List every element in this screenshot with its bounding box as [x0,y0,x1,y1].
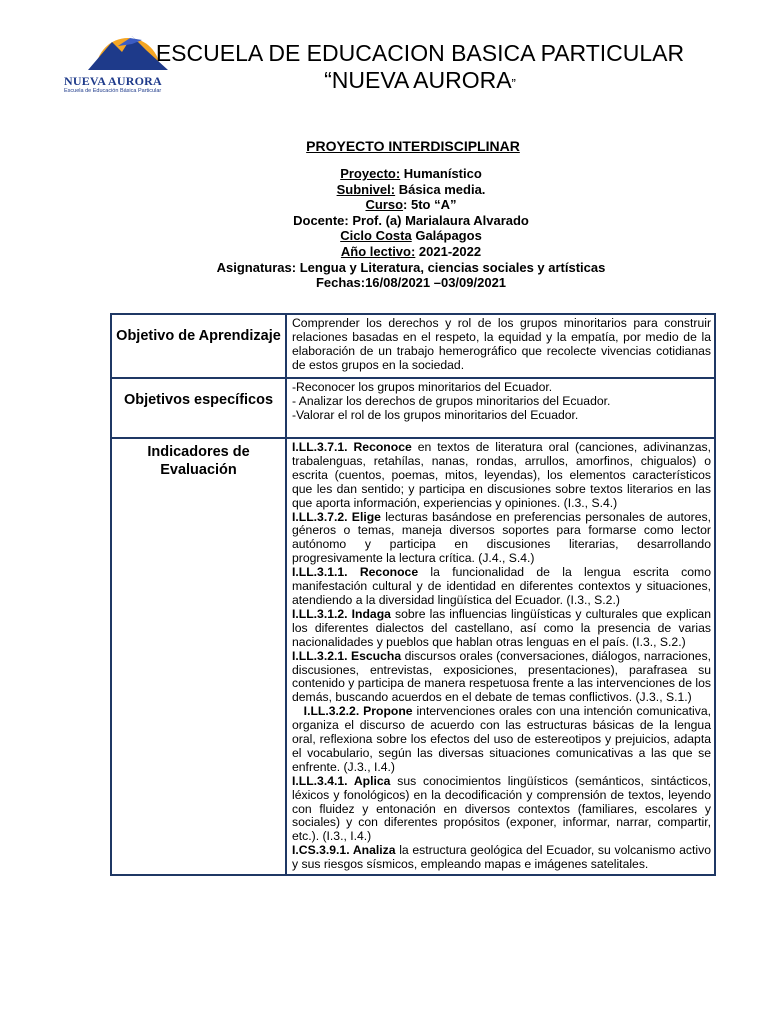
objetivo-especifico-item: -Reconocer los grupos minoritarios del Ecuador. [292,380,553,394]
school-title-line2: “NUEVA AURORA” [324,67,516,93]
row-label-objetivos-especificos: Objetivos específicos [111,378,286,438]
school-title-line1: ESCUELA DE EDUCACION BASICA PARTICULAR [155,40,685,66]
school-title [120,40,720,97]
indicator-item: I.LL.3.2.2. Propone intervenciones orales con una intención comunicativa, organiza el discurso de acuerdo con las estructuras básicas de la lengua oral, reflexiona sobre los efectos del uso de estereotipos y prejuicios, adapta el vocabulario, según las diversas situaciones comunicativas a las que se enfrente. (J.3., I.4.) [292,704,711,774]
meta-ciclo: Ciclo Costa Galápagos [340,228,482,244]
indicator-item: I.LL.3.1.2. Indaga sobre las influencias lingüísticas y culturales que explican los diferentes dialectos del castellano, así como la presencia de varias nacionalidades y pueblos que hablan otras lenguas en el país. (I.3., S.2.) [292,606,711,649]
meta-docente: Docente: Prof. (a) Marialaura Alvarado [293,212,529,228]
indicator-item: I.LL.3.4.1. Aplica sus conocimientos lingüísticos (semánticos, sintácticos, léxicos y fonológicos) en la decodificación y comprensión de textos, leyendo con fluidez y entonación en diversos contextos (familiares, escolares y sociales) y con diferentes propósitos (exponer, informar, narrar, compartir, etc.). (I.3., I.4.) [292,773,711,844]
meta-fechas: Fechas:16/08/2021 –03/09/2021 [315,275,507,291]
indicator-item: I.LL.3.1.1. Reconoce la funcionalidad de la lengua escrita como manifestación cultural y de identidad en diferentes contextos y situaciones, atendiendo a la diversidad lingüística del Ecuador. (I.3., S.2.) [292,565,711,607]
table-row-indicadores [111,438,715,875]
objetivos-especificos-cell [286,378,715,438]
indicator-item: I.LL.3.7.1. Reconoce en textos de literatura oral (canciones, adivinanzas, trabalenguas, retahílas, nanas, rondas, arrullos, amorfinos, chigualos) o escrita (cuentos, poemas, mitos, leyendas), los elementos característicos que les dan sentido; y participa en discusiones sobre textos literarios en las que aporta información, experiencias y opiniones. (I.3., S.4.) [292,440,711,510]
planning-table [110,313,716,876]
meta-asignaturas: Asignaturas: Lengua y Literatura, ciencias sociales y artísticas [216,259,606,275]
meta-subnivel: Subnivel: Básica media. [336,181,486,197]
objetivo-especifico-item: - Analizar los derechos de grupos minoritarios del Ecuador. [292,393,611,408]
row-label-indicadores: Indicadores de Evaluación [111,438,286,875]
project-title: PROYECTO INTERDISCIPLINAR [306,138,520,154]
table-row-objetivo-aprendizaje [111,314,715,378]
row-label-objetivo-aprendizaje: Objetivo de Aprendizaje [111,314,286,378]
meta-curso: Curso: 5to “A” [365,197,457,213]
meta-proyecto: Proyecto: Humanístico [340,166,482,181]
logo-name: NUEVA AURORA [64,74,162,88]
indicadores-cell [286,438,715,875]
project-metadata [0,166,768,291]
table-row-objetivos-especificos [111,378,715,438]
logo-subtitle: Escuela de Educación Básica Particular [64,88,162,94]
indicator-item: I.CS.3.9.1. Analiza la estructura geológica del Ecuador, su volcanismo activo y sus riesgos sísmicos, empleando mapas e imágenes satelitales. [292,843,711,872]
objetivo-especifico-item: -Valorar el rol de los grupos minoritarios del Ecuador. [292,407,579,422]
indicator-item: I.LL.3.7.2. Elige lecturas basándose en preferencias personales de autores, géneros o temas, maneja diversos soportes para formarse como lector autónomo y participa en discusiones literarias, desarrollando progresivamente la lectura crítica. (J.4., S.4.) [292,509,711,566]
objetivo-aprendizaje-text: Comprender los derechos y rol de los grupos minoritarios para construir relaciones basadas en el respeto, la equidad y la empatía, por medio de la elaboración de un trabajo hemerográfico que recolecte vivencias cotidianas de estos grupos en la sociedad. [286,314,715,378]
meta-anio-lectivo: Año lectivo: 2021-2022 [340,243,482,259]
indicator-item: I.LL.3.2.1. Escucha discursos orales (conversaciones, diálogos, narraciones, discusiones, entrevistas, exposiciones, presentaciones), parafrasea su contenido y participa de manera respetuosa frente a las intervenciones de los demás, buscando acuerdos en el debate de temas conflictivos. (J.3., S.1.) [292,648,711,705]
